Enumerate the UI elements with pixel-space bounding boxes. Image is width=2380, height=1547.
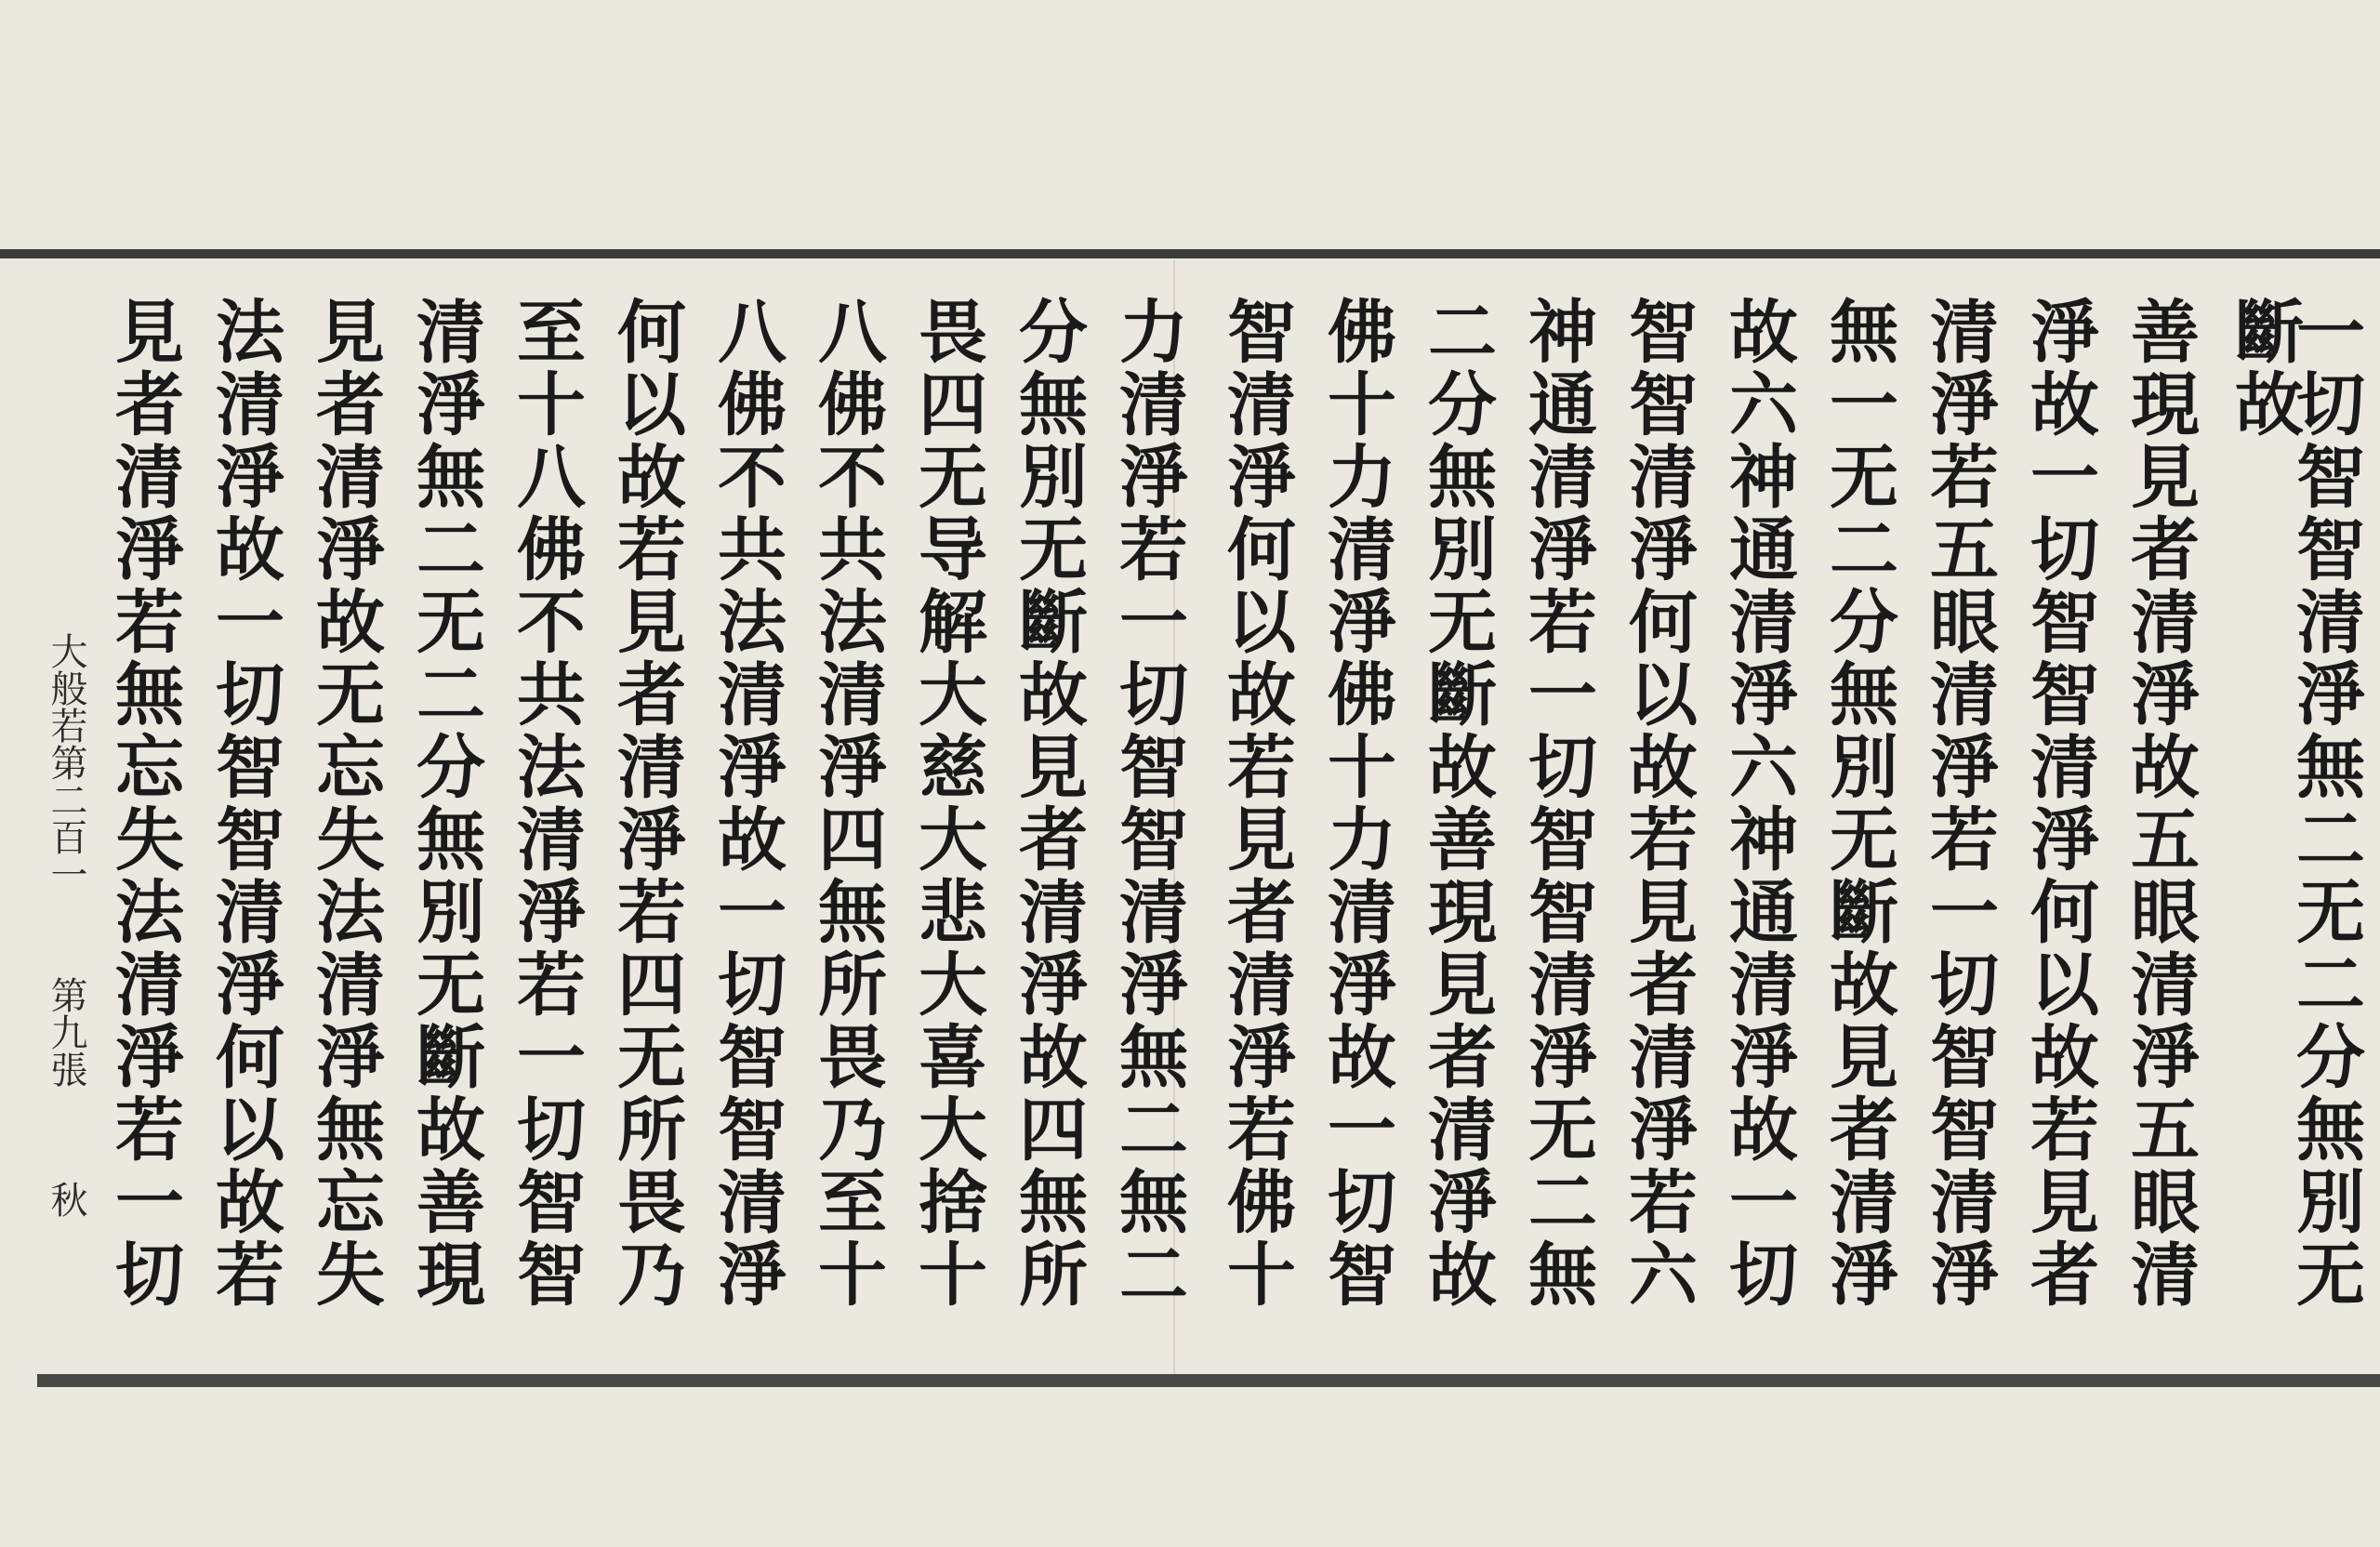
text-column-6: 無一无二分無別无斷故見者清淨 bbox=[1818, 296, 1898, 1311]
text-column-19: 至十八佛不共法清淨若一切智智 bbox=[506, 296, 586, 1311]
bottom-border-rule bbox=[37, 1374, 2380, 1387]
text-column-20: 清淨無二无二分無別无斷故善現 bbox=[405, 296, 485, 1311]
text-column-5: 清淨若五眼清淨若一切智智清淨 bbox=[1919, 296, 1999, 1311]
text-column-2: 斷故 bbox=[2224, 296, 2304, 441]
text-column-1: 一切智智清淨無二无二分無別无 bbox=[2285, 296, 2365, 1311]
text-column-11: 佛十力清淨佛十力清淨故一切智 bbox=[1316, 296, 1396, 1311]
text-column-3: 善現見者清淨故五眼清淨五眼清 bbox=[2120, 296, 2200, 1311]
text-column-12: 智清淨何以故若見者清淨若佛十 bbox=[1216, 296, 1296, 1311]
margin-sutra-title: 大般若第二百一 bbox=[45, 632, 87, 892]
text-column-13: 力清淨若一切智智清淨無二無二 bbox=[1108, 296, 1188, 1311]
top-border-rule bbox=[0, 249, 2380, 258]
text-column-8: 智智清淨何以故若見者清淨若六 bbox=[1618, 296, 1698, 1311]
text-column-18: 何以故若見者清淨若四无所畏乃 bbox=[606, 296, 686, 1311]
text-column-21: 見者清淨故无忘失法清淨無忘失 bbox=[305, 296, 385, 1311]
text-column-7: 故六神通清淨六神通清淨故一切 bbox=[1718, 296, 1798, 1311]
text-column-23: 見者清淨若無忘失法清淨若一切 bbox=[104, 296, 184, 1311]
text-column-16: 八佛不共法清淨四無所畏乃至十 bbox=[807, 296, 887, 1311]
text-column-10: 二分無別无斷故善現見者清淨故 bbox=[1417, 296, 1497, 1311]
margin-mark: 秋 bbox=[45, 1181, 87, 1218]
text-column-17: 八佛不共法清淨故一切智智清淨 bbox=[707, 296, 787, 1311]
text-column-22: 法清淨故一切智智清淨何以故若 bbox=[205, 296, 284, 1311]
margin-folio-number: 第九張 bbox=[45, 976, 87, 1088]
text-column-15: 畏四无导解大慈大悲大喜大捨十 bbox=[907, 296, 987, 1311]
text-column-14: 分無別无斷故見者清淨故四無所 bbox=[1008, 296, 1088, 1311]
text-column-9: 神通清淨若一切智智清淨无二無 bbox=[1517, 296, 1597, 1311]
text-column-4: 淨故一切智智清淨何以故若見者 bbox=[2019, 296, 2099, 1311]
